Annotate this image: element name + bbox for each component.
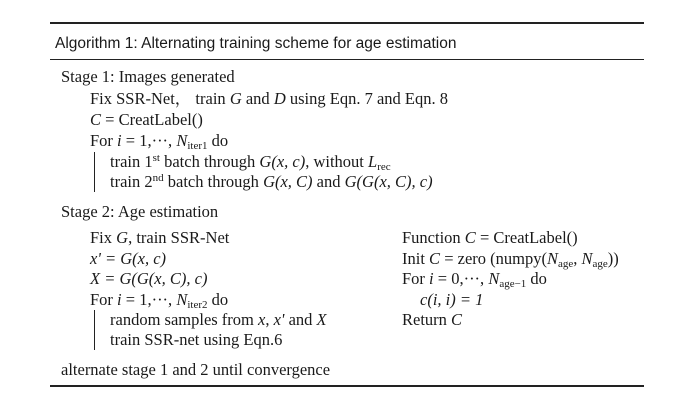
- stage2-xprime-line: x' = G(x, c): [90, 249, 167, 268]
- top-rule: [50, 22, 644, 24]
- stage1-fix-line: Fix SSR-Net， train G and D using Eqn. 7 and Eqn. 8: [90, 89, 448, 108]
- footer-line: alternate stage 1 and 2 until convergence: [61, 360, 331, 379]
- function-init-line: Init C = zero ($numpy(N_{age}$, $N_{age}$)): [402, 249, 619, 270]
- function-def-line: Function C = CreatLabel(): [402, 228, 578, 247]
- stage2-for-line: For i = 1,···, $N_{iter2}$ do: [90, 290, 229, 311]
- stage2-sample-line: random samples from x, x' and X: [110, 310, 327, 329]
- function-return-line: Return C: [402, 310, 463, 329]
- stage2-loop-bar: [94, 310, 95, 350]
- stage2-fix-line: Fix G, train SSR-Net: [90, 228, 230, 247]
- stage1-batch1-line: train 1st batch through G(x, c), without $L_{rec}$: [110, 152, 391, 173]
- stage1-heading: Stage 1: Images generated: [61, 67, 235, 86]
- stage1-loop-bar: [94, 152, 95, 192]
- stage1-for-line: For i = 1,···, $N_{iter1}$ do: [90, 131, 229, 152]
- function-for-line: For i = 0,···, $N_{age-1}$ do: [402, 269, 547, 290]
- stage2-X-line: X = G(G(x, C), c): [90, 269, 208, 288]
- bottom-rule: [50, 385, 644, 387]
- algorithm-title: Algorithm 1: Alternating training scheme for age estimation: [55, 35, 457, 52]
- function-assign-line: c(i, i) = 1: [420, 290, 484, 309]
- stage1-label-line: C = CreatLabel(): [90, 110, 203, 129]
- stage2-heading: Stage 2: Age estimation: [61, 202, 219, 221]
- stage1-batch2-line: train 2nd batch through G(x, C) and G(G(x, C), c): [110, 172, 433, 191]
- stage2-train-line: train SSR-net using Eqn.6: [110, 330, 283, 349]
- title-divider: [50, 59, 644, 60]
